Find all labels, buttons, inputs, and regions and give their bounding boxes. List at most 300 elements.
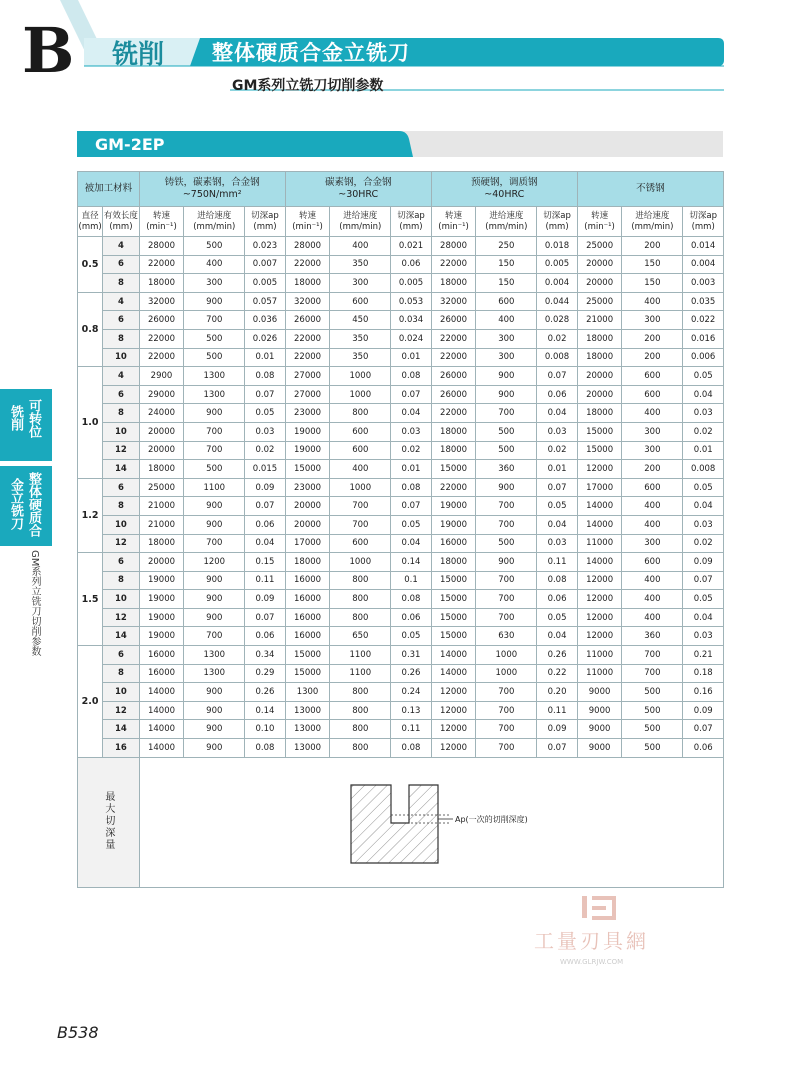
cell-value: 15000	[431, 571, 476, 590]
cell-value: 200	[622, 237, 683, 256]
cell-value: 0.023	[245, 237, 285, 256]
cell-value: 0.13	[391, 701, 431, 720]
cell-value: 1300	[184, 664, 245, 683]
cell-value: 0.11	[245, 571, 285, 590]
cell-value: 14000	[431, 664, 476, 683]
table-row	[78, 720, 724, 739]
cell-length: 8	[103, 664, 139, 683]
cell-value: 0.03	[683, 404, 724, 423]
cell-value: 0.028	[537, 311, 577, 330]
cell-value: 200	[622, 348, 683, 367]
table-row	[78, 478, 724, 497]
col-length: 有效长度 (mm)	[103, 207, 139, 237]
cell-value: 0.03	[245, 422, 285, 441]
cell-length: 12	[103, 441, 139, 460]
table-row	[78, 292, 724, 311]
cell-value: 27000	[285, 385, 330, 404]
cell-value: 0.08	[245, 367, 285, 386]
cell-value: 19000	[139, 590, 184, 609]
material-group-header: 预硬钢，调质钢 ~40HRC	[431, 172, 577, 207]
cell-value: 350	[330, 329, 391, 348]
cell-value: 0.20	[537, 683, 577, 702]
cell-length: 16	[103, 739, 139, 758]
side-tab-indexable-milling[interactable]	[0, 389, 52, 461]
cell-value: 15000	[285, 460, 330, 479]
col-depth: 切深ap (mm)	[537, 207, 577, 237]
side-tab-label: 整体硬质合	[26, 472, 41, 537]
cell-value: 18000	[139, 460, 184, 479]
cell-value: 20000	[285, 515, 330, 534]
cell-value: 14000	[577, 553, 622, 572]
cell-value: 22000	[431, 404, 476, 423]
table-row	[78, 422, 724, 441]
cell-value: 0.04	[683, 608, 724, 627]
cell-value: 900	[476, 553, 537, 572]
cell-value: 0.01	[245, 348, 285, 367]
cell-value: 500	[184, 329, 245, 348]
cell-value: 0.014	[683, 237, 724, 256]
cell-value: 700	[330, 515, 391, 534]
cell-value: 400	[622, 590, 683, 609]
cell-value: 22000	[431, 329, 476, 348]
cell-value: 600	[330, 422, 391, 441]
cell-value: 0.08	[391, 367, 431, 386]
cell-value: 650	[330, 627, 391, 646]
cell-value: 0.15	[245, 553, 285, 572]
cell-value: 150	[476, 255, 537, 274]
cell-value: 0.07	[537, 367, 577, 386]
cell-value: 450	[330, 311, 391, 330]
cell-value: 0.03	[683, 627, 724, 646]
cell-value: 150	[476, 274, 537, 293]
table-row	[78, 460, 724, 479]
cell-value: 1000	[476, 664, 537, 683]
cell-value: 360	[476, 460, 537, 479]
cell-value: 700	[184, 311, 245, 330]
cell-value: 22000	[139, 255, 184, 274]
cell-value: 28000	[139, 237, 184, 256]
table-row	[78, 664, 724, 683]
cell-diameter: 0.8	[78, 292, 103, 366]
cell-value: 12000	[577, 571, 622, 590]
cell-value: 19000	[139, 627, 184, 646]
col-speed: 转速 (min⁻¹)	[431, 207, 476, 237]
cell-value: 0.22	[537, 664, 577, 683]
cell-value: 0.08	[245, 739, 285, 758]
cell-value: 1100	[330, 646, 391, 665]
cell-value: 0.004	[537, 274, 577, 293]
cell-value: 300	[622, 311, 683, 330]
cell-value: 14000	[139, 701, 184, 720]
cell-value: 0.07	[537, 739, 577, 758]
cell-length: 8	[103, 497, 139, 516]
cell-value: 500	[184, 460, 245, 479]
cell-value: 0.09	[537, 720, 577, 739]
cell-value: 14000	[139, 683, 184, 702]
cell-value: 800	[330, 720, 391, 739]
cell-value: 14000	[139, 739, 184, 758]
cell-value: 900	[184, 571, 245, 590]
cell-value: 0.04	[245, 534, 285, 553]
cell-value: 21000	[139, 515, 184, 534]
cell-value: 1000	[330, 367, 391, 386]
cell-value: 0.06	[683, 739, 724, 758]
side-tab-solid-carbide[interactable]	[0, 466, 52, 546]
cell-value: 0.057	[245, 292, 285, 311]
col-feed: 进给速度 (mm/min)	[184, 207, 245, 237]
cell-value: 0.024	[391, 329, 431, 348]
cell-value: 0.04	[683, 497, 724, 516]
cell-value: 16000	[285, 590, 330, 609]
cell-value: 500	[476, 534, 537, 553]
cell-value: 0.05	[683, 478, 724, 497]
cell-value: 20000	[139, 553, 184, 572]
cell-value: 0.021	[391, 237, 431, 256]
col-depth: 切深ap (mm)	[683, 207, 724, 237]
cell-value: 800	[330, 590, 391, 609]
cell-value: 26000	[431, 367, 476, 386]
cell-value: 700	[476, 515, 537, 534]
diagram-row	[78, 757, 724, 887]
cell-value: 18000	[139, 274, 184, 293]
cell-value: 0.005	[391, 274, 431, 293]
cell-value: 22000	[431, 255, 476, 274]
cell-value: 0.08	[391, 590, 431, 609]
cell-value: 25000	[577, 292, 622, 311]
cell-value: 0.026	[245, 329, 285, 348]
watermark-url: WWW.GLRJW.COM	[560, 958, 624, 966]
cell-value: 0.07	[245, 497, 285, 516]
cell-value: 0.14	[391, 553, 431, 572]
cell-value: 0.06	[537, 385, 577, 404]
cell-value: 22000	[431, 348, 476, 367]
table-row	[78, 311, 724, 330]
cell-length: 12	[103, 608, 139, 627]
cell-value: 0.034	[391, 311, 431, 330]
cell-value: 24000	[139, 404, 184, 423]
cell-value: 0.03	[537, 422, 577, 441]
cell-value: 0.06	[537, 590, 577, 609]
cell-value: 15000	[285, 664, 330, 683]
cell-value: 600	[622, 478, 683, 497]
cell-value: 18000	[285, 274, 330, 293]
cell-value: 25000	[139, 478, 184, 497]
cell-value: 250	[476, 237, 537, 256]
cell-value: 0.10	[245, 720, 285, 739]
cell-value: 700	[476, 404, 537, 423]
cell-value: 700	[476, 701, 537, 720]
cell-value: 0.006	[683, 348, 724, 367]
cell-value: 700	[184, 534, 245, 553]
cell-value: 0.04	[391, 534, 431, 553]
cell-value: 28000	[285, 237, 330, 256]
cell-value: 1000	[330, 553, 391, 572]
table-row	[78, 497, 724, 516]
cell-value: 200	[622, 460, 683, 479]
table-row	[78, 348, 724, 367]
cell-value: 0.09	[245, 590, 285, 609]
cell-value: 600	[330, 441, 391, 460]
cell-length: 8	[103, 329, 139, 348]
cell-value: 0.005	[245, 274, 285, 293]
cell-value: 900	[184, 404, 245, 423]
cell-value: 800	[330, 683, 391, 702]
cell-value: 400	[622, 571, 683, 590]
cell-value: 700	[184, 422, 245, 441]
cell-value: 0.01	[391, 348, 431, 367]
cell-value: 0.05	[537, 497, 577, 516]
cell-length: 8	[103, 571, 139, 590]
cell-value: 1000	[476, 646, 537, 665]
cell-value: 400	[622, 292, 683, 311]
cell-value: 22000	[285, 348, 330, 367]
cell-value: 20000	[139, 441, 184, 460]
cell-value: 26000	[139, 311, 184, 330]
cell-value: 15000	[431, 590, 476, 609]
side-tab-label: 铣削	[8, 405, 23, 431]
cell-value: 0.31	[391, 646, 431, 665]
cell-value: 13000	[285, 701, 330, 720]
cell-value: 0.24	[391, 683, 431, 702]
cell-value: 9000	[577, 720, 622, 739]
table-row	[78, 329, 724, 348]
cell-value: 19000	[431, 515, 476, 534]
cell-value: 18000	[577, 329, 622, 348]
cell-value: 9000	[577, 701, 622, 720]
cell-value: 500	[184, 237, 245, 256]
cell-value: 0.02	[537, 441, 577, 460]
cell-value: 400	[622, 497, 683, 516]
col-diameter: 直径 (mm)	[78, 207, 103, 237]
cell-value: 21000	[139, 497, 184, 516]
cell-value: 0.07	[245, 385, 285, 404]
cell-length: 4	[103, 292, 139, 311]
cell-value: 1300	[184, 646, 245, 665]
cell-value: 22000	[285, 255, 330, 274]
cell-value: 13000	[285, 720, 330, 739]
cell-value: 28000	[431, 237, 476, 256]
cell-value: 27000	[285, 367, 330, 386]
cell-value: 400	[622, 608, 683, 627]
cell-value: 0.07	[683, 571, 724, 590]
cell-value: 0.007	[245, 255, 285, 274]
cell-diameter: 1.0	[78, 367, 103, 479]
page-number: B538	[57, 1023, 99, 1042]
cell-value: 12000	[577, 608, 622, 627]
cell-length: 10	[103, 422, 139, 441]
cell-length: 8	[103, 404, 139, 423]
cell-value: 300	[622, 441, 683, 460]
table-row	[78, 646, 724, 665]
table-row	[78, 534, 724, 553]
diagram-caption: Ap(一次的切削深度)	[455, 814, 529, 824]
cell-value: 0.07	[245, 608, 285, 627]
cell-value: 800	[330, 608, 391, 627]
cell-value: 800	[330, 739, 391, 758]
cell-value: 18000	[431, 422, 476, 441]
cell-length: 6	[103, 385, 139, 404]
cell-value: 0.09	[683, 701, 724, 720]
cell-value: 0.05	[391, 627, 431, 646]
cell-value: 19000	[139, 571, 184, 590]
cell-value: 0.04	[537, 404, 577, 423]
cell-value: 0.02	[245, 441, 285, 460]
cell-value: 26000	[431, 385, 476, 404]
cell-value: 150	[622, 274, 683, 293]
cell-value: 0.04	[391, 404, 431, 423]
cell-value: 23000	[285, 404, 330, 423]
cell-value: 700	[476, 590, 537, 609]
cell-value: 0.06	[391, 255, 431, 274]
cell-value: 0.05	[683, 590, 724, 609]
cell-value: 26000	[285, 311, 330, 330]
cell-value: 0.003	[683, 274, 724, 293]
cell-value: 300	[476, 348, 537, 367]
watermark-logo	[530, 890, 690, 970]
cell-value: 16000	[285, 608, 330, 627]
cell-value: 0.08	[391, 739, 431, 758]
cell-value: 900	[184, 739, 245, 758]
cell-length: 8	[103, 274, 139, 293]
cell-length: 10	[103, 348, 139, 367]
cell-value: 200	[622, 329, 683, 348]
cell-value: 1100	[330, 664, 391, 683]
cell-diameter: 1.2	[78, 478, 103, 552]
cell-value: 800	[330, 404, 391, 423]
material-group-header: 碳素钢，合金钢 ~30HRC	[285, 172, 431, 207]
cell-value: 700	[184, 627, 245, 646]
cell-value: 0.18	[683, 664, 724, 683]
col-feed: 进给速度 (mm/min)	[476, 207, 537, 237]
cell-value: 500	[476, 422, 537, 441]
material-label: 被加工材料	[78, 172, 140, 207]
col-speed: 转速 (min⁻¹)	[577, 207, 622, 237]
cell-value: 400	[476, 311, 537, 330]
cell-value: 700	[330, 497, 391, 516]
table-row	[78, 404, 724, 423]
table-row	[78, 515, 724, 534]
cell-value: 15000	[577, 422, 622, 441]
cell-value: 300	[476, 329, 537, 348]
table-row	[78, 237, 724, 256]
cell-value: 16000	[285, 627, 330, 646]
cell-diameter: 1.5	[78, 553, 103, 646]
cell-value: 0.11	[391, 720, 431, 739]
cell-value: 12000	[577, 590, 622, 609]
cell-value: 14000	[577, 515, 622, 534]
side-tab-label: 金立铣刀	[8, 478, 23, 530]
table-row	[78, 608, 724, 627]
cell-value: 0.07	[683, 720, 724, 739]
table-row	[78, 627, 724, 646]
watermark-brand: 工量刃具網	[534, 929, 649, 953]
cell-value: 700	[476, 739, 537, 758]
cell-value: 18000	[577, 348, 622, 367]
cell-length: 10	[103, 683, 139, 702]
cell-value: 700	[476, 608, 537, 627]
cell-value: 2900	[139, 367, 184, 386]
cell-value: 19000	[139, 608, 184, 627]
cell-value: 0.09	[683, 553, 724, 572]
cell-value: 350	[330, 255, 391, 274]
cell-length: 14	[103, 460, 139, 479]
table-row	[78, 441, 724, 460]
cell-value: 16000	[139, 646, 184, 665]
table-row	[78, 683, 724, 702]
cell-value: 18000	[431, 274, 476, 293]
col-feed: 进给速度 (mm/min)	[330, 207, 391, 237]
cell-value: 400	[330, 237, 391, 256]
diagram-label: 最大切深量	[102, 790, 114, 851]
cell-value: 0.21	[683, 646, 724, 665]
cell-value: 700	[622, 646, 683, 665]
cell-value: 0.08	[537, 571, 577, 590]
cell-value: 0.07	[391, 497, 431, 516]
cell-value: 0.036	[245, 311, 285, 330]
col-feed: 进给速度 (mm/min)	[622, 207, 683, 237]
cell-value: 22000	[139, 348, 184, 367]
section-title: 铣削	[112, 40, 165, 70]
page-subtitle: GM系列立铣刀切削参数	[232, 78, 384, 94]
cell-value: 16000	[285, 571, 330, 590]
cell-value: 20000	[577, 274, 622, 293]
cell-value: 300	[184, 274, 245, 293]
cell-value: 0.26	[537, 646, 577, 665]
cell-value: 0.03	[537, 534, 577, 553]
page-title: 整体硬质合金立铣刀	[212, 41, 410, 65]
cell-value: 800	[330, 571, 391, 590]
cell-value: 12000	[431, 701, 476, 720]
col-speed: 转速 (min⁻¹)	[285, 207, 330, 237]
diagram-cell	[139, 757, 723, 887]
cell-value: 20000	[285, 497, 330, 516]
cell-value: 300	[622, 534, 683, 553]
table-row	[78, 553, 724, 572]
cell-value: 0.02	[683, 534, 724, 553]
section-letter: B	[22, 14, 75, 87]
cell-value: 0.02	[537, 329, 577, 348]
cell-value: 14000	[139, 720, 184, 739]
cell-value: 1300	[184, 367, 245, 386]
cell-value: 32000	[431, 292, 476, 311]
cell-value: 0.07	[537, 478, 577, 497]
cell-value: 0.005	[537, 255, 577, 274]
cell-length: 10	[103, 590, 139, 609]
cell-value: 1300	[285, 683, 330, 702]
cell-value: 0.06	[245, 515, 285, 534]
cell-value: 0.09	[245, 478, 285, 497]
cell-length: 6	[103, 646, 139, 665]
cell-value: 9000	[577, 683, 622, 702]
cell-value: 900	[184, 292, 245, 311]
cell-value: 0.07	[391, 385, 431, 404]
cutting-parameters-table	[77, 171, 724, 888]
material-group-header: 不锈钢	[577, 172, 723, 207]
diagram-label-cell	[78, 757, 140, 887]
cell-value: 0.018	[537, 237, 577, 256]
cell-value: 500	[622, 720, 683, 739]
cell-value: 0.053	[391, 292, 431, 311]
cell-value: 400	[184, 255, 245, 274]
cell-value: 0.01	[683, 441, 724, 460]
col-speed: 转速 (min⁻¹)	[139, 207, 184, 237]
cell-value: 15000	[285, 646, 330, 665]
cell-value: 150	[622, 255, 683, 274]
cell-value: 0.04	[683, 385, 724, 404]
cell-value: 0.022	[683, 311, 724, 330]
cell-value: 0.008	[537, 348, 577, 367]
cell-value: 900	[476, 385, 537, 404]
